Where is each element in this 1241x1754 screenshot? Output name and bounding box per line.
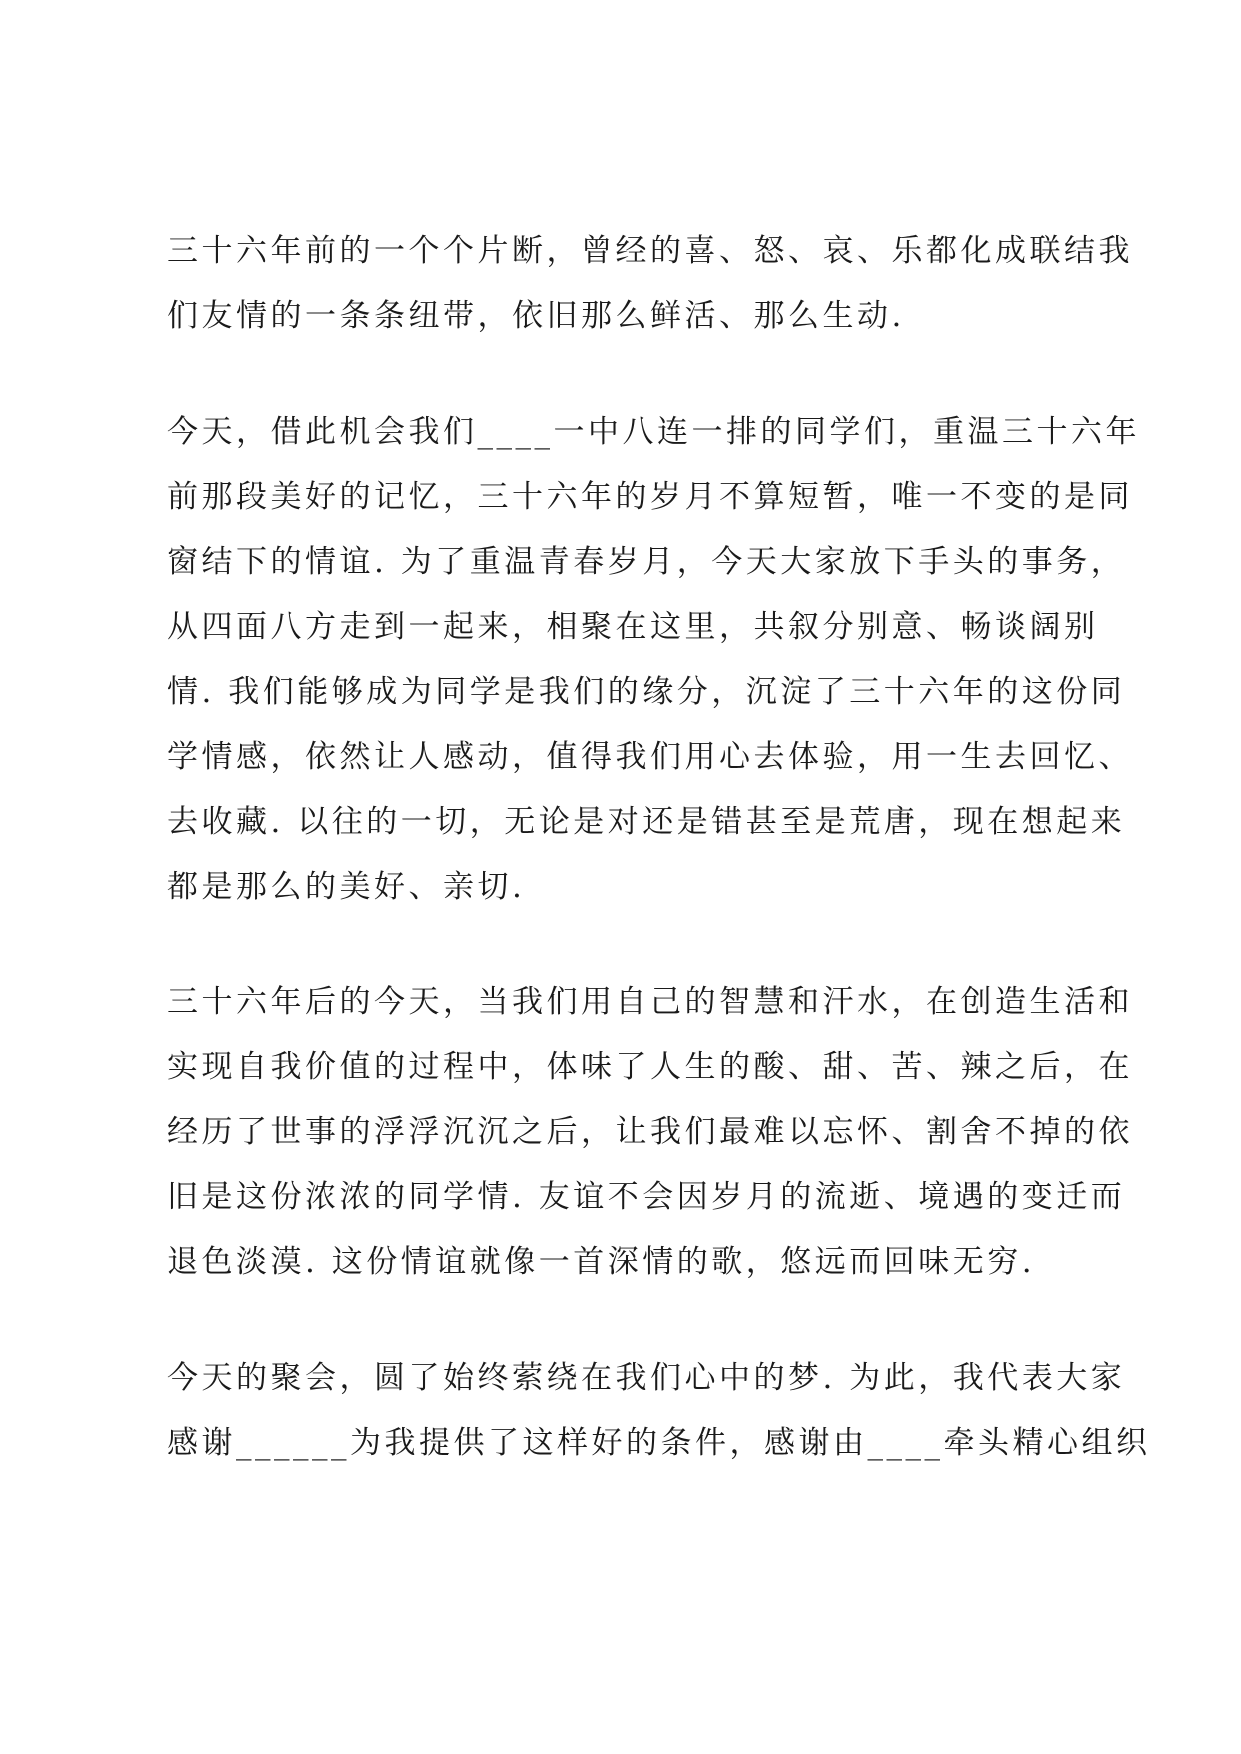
- text-line: 窗结下的情谊. 为了重温青春岁月，今天大家放下手头的事务，: [167, 544, 1126, 580]
- text-line: 经历了世事的浮浮沉沉之后，让我们最难以忘怀、割舍不掉的依: [167, 1114, 1133, 1150]
- text-line: 退色淡漠. 这份情谊就像一首深情的歌，悠远而回味无穷.: [167, 1244, 1036, 1280]
- text-line: 三十六年前的一个个片断，曾经的喜、怒、哀、乐都化成联结我: [167, 233, 1133, 269]
- text-line: 前那段美好的记忆，三十六年的岁月不算短暂，唯一不变的是同: [167, 479, 1133, 515]
- text-line: 旧是这份浓浓的同学情. 友谊不会因岁月的流逝、境遇的变迁而: [167, 1179, 1126, 1215]
- text-line: 今天，借此机会我们____一中八连一排的同学们，重温三十六年: [167, 414, 1140, 450]
- text-line: 都是那么的美好、亲切.: [167, 869, 526, 905]
- text-line: 学情感，依然让人感动，值得我们用心去体验，用一生去回忆、: [167, 739, 1133, 775]
- text-line: 三十六年后的今天，当我们用自己的智慧和汗水，在创造生活和: [167, 984, 1133, 1020]
- text-line: 们友情的一条条纽带，依旧那么鲜活、那么生动.: [167, 298, 905, 334]
- text-line: 从四面八方走到一起来，相聚在这里，共叙分别意、畅谈阔别: [167, 609, 1099, 645]
- text-line: 实现自我价值的过程中，体味了人生的酸、甜、苦、辣之后，在: [167, 1049, 1133, 1085]
- text-line: 今天的聚会，圆了始终萦绕在我们心中的梦. 为此，我代表大家: [167, 1360, 1126, 1396]
- text-line: 情. 我们能够成为同学是我们的缘分，沉淀了三十六年的这份同: [167, 674, 1126, 710]
- text-line: 去收藏. 以往的一切，无论是对还是错甚至是荒唐，现在想起来: [167, 804, 1126, 840]
- text-line: 感谢______为我提供了这样好的条件，感谢由____牵头精心组织: [167, 1425, 1151, 1461]
